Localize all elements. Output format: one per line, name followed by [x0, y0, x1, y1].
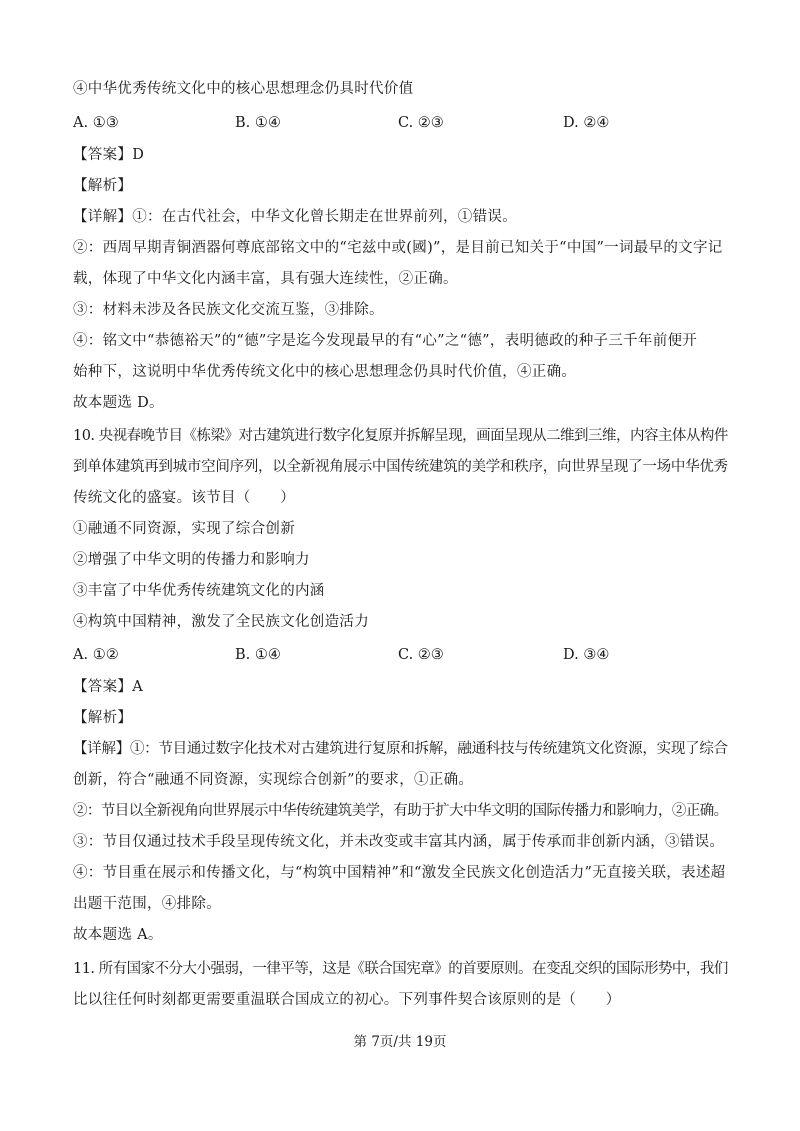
q10-analysis-label: 【解析】	[73, 710, 133, 726]
q10-detail-line: ③：节目仅通过技术手段呈现传统文化，并未改变或丰富其内涵，属于传承而非创新内涵，③错误。	[73, 834, 725, 850]
q9-detail-line: 载，体现了中华文化内涵丰富，具有强大连续性，②正确。	[73, 271, 458, 287]
q10-option-b: B. ①④	[235, 647, 281, 663]
q9-detail-line: 始种下，这说明中华优秀传统文化中的核心思想理念仍具时代价值，④正确。	[73, 364, 577, 380]
q9-detail-line: ④：铭文中“恭德裕天”的“德”字是迄今发现最早的有“心”之“德”，表明德政的种子三千年前便开	[73, 333, 698, 349]
q10-statement-4: ④构筑中国精神，激发了全民族文化创造活力	[73, 614, 369, 630]
q10-statement-1: ①融通不同资源，实现了综合创新	[73, 521, 295, 537]
q10-detail-line: ②：节目以全新视角向世界展示中华传统建筑美学，有助于扩大中华文明的国际传播力和影响力，②正确。	[73, 803, 728, 819]
q10-detail-line: 【详解】①：节目通过数字化技术对古建筑进行复原和拆解，融通科技与传统建筑文化资源，实现了综合	[73, 741, 728, 757]
q10-detail-line: 创新，符合“融通不同资源，实现综合创新”的要求，①正确。	[73, 772, 474, 788]
q10-statement-2: ②增强了中华文明的传播力和影响力	[73, 552, 310, 568]
q9-detail-line: 【详解】①：在古代社会，中华文化曾长期走在世界前列，①错误。	[73, 209, 517, 225]
q10-option-d: D. ③④	[563, 647, 610, 663]
q11-stem-line: 11. 所有国家不分大小强弱，一律平等，这是《联合国宪章》的首要原则。在变乱交织的国际形势中，我们	[73, 961, 728, 977]
q10-detail-line: 出题干范围，④排除。	[73, 896, 221, 912]
q10-option-a: A. ①②	[73, 647, 119, 663]
page-footer: 第 7页/共 19页	[353, 1034, 447, 1050]
q9-analysis-label: 【解析】	[73, 178, 133, 194]
q11-stem-line: 比以往任何时刻都更需要重温联合国成立的初心。下列事件契合该原则的是（ ）	[73, 992, 621, 1008]
q9-detail-line: ②：西周早期青铜酒器何尊底部铭文中的“宅兹中或(國)”，是目前已知关于“中国”一词最早的文字记	[73, 240, 723, 256]
q10-stem-line: 传统文化的盛宴。该节目（ ）	[73, 490, 295, 506]
q9-conclusion: 故本题选 D。	[73, 395, 164, 411]
q10-detail-line: ④：节目重在展示和传播文化，与“构筑中国精神”和“激发全民族文化创造活力”无直接关联，表述超	[73, 865, 726, 881]
q9-option-d: D. ②④	[563, 115, 610, 131]
q9-option-a: A. ①③	[73, 115, 119, 131]
q10-option-c: C. ②③	[398, 647, 444, 663]
q10-conclusion: 故本题选 A。	[73, 927, 163, 943]
q9-answer: 【答案】D	[73, 147, 145, 163]
q9-statement-4: ④中华优秀传统文化中的核心思想理念仍具时代价值	[73, 81, 414, 97]
q9-detail-line: ③：材料未涉及各民族文化交流互鉴，③排除。	[73, 302, 384, 318]
q10-statement-3: ③丰富了中华优秀传统建筑文化的内涵	[73, 583, 325, 599]
q9-option-b: B. ①④	[235, 115, 281, 131]
q10-stem-line: 到单体建筑再到城市空间序列，以全新视角展示中国传统建筑的美学和秩序，向世界呈现了一场中华优秀	[73, 459, 728, 475]
q10-stem-line: 10. 央视春晚节目《栋梁》对古建筑进行数字化复原并拆解呈现，画面呈现从二维到三维，内容主体从构件	[73, 428, 728, 444]
q9-option-c: C. ②③	[398, 115, 444, 131]
q10-answer: 【答案】A	[73, 679, 143, 695]
